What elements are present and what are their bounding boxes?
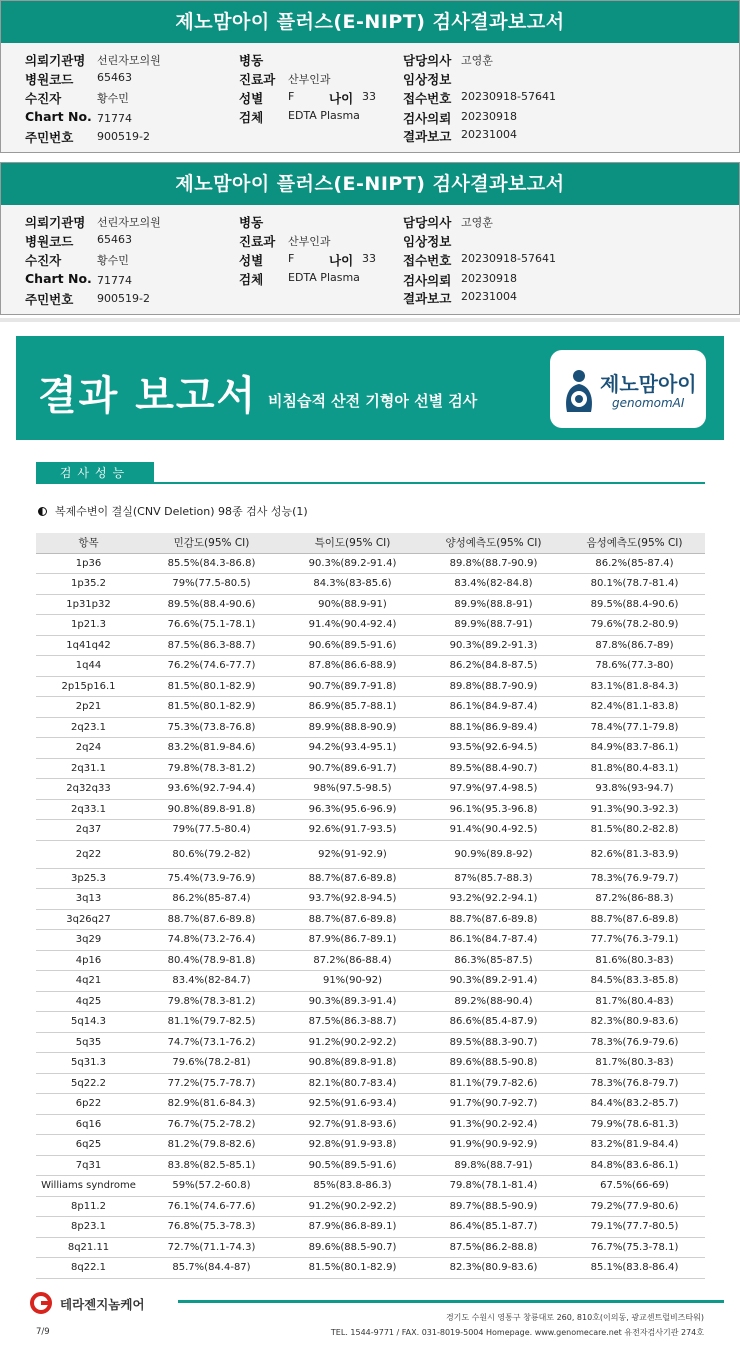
table-row (36, 1053, 705, 1074)
logo-text-kr: 제노맘아이 (600, 372, 697, 396)
hospital-label: 의뢰기관명 (25, 215, 86, 230)
sex-value: F (288, 90, 295, 103)
table-row (36, 1196, 705, 1217)
table-cell: 91%(90-92) (282, 971, 423, 992)
table-row (36, 1237, 705, 1258)
table-cell: 83.1%(81.8-84.3) (564, 676, 705, 697)
report-title: 제노맘아이 플러스(E-NIPT) 검사결과보고서 (1, 163, 739, 205)
receipt-label: 접수번호 (403, 91, 452, 106)
table-cell: 87.9%(86.7-89.1) (282, 930, 423, 951)
table-cell: 89.6%(88.5-90.7) (282, 1237, 423, 1258)
table-cell: 79%(77.5-80.4) (141, 820, 282, 841)
row-item-name: 8q21.11 (36, 1237, 141, 1258)
table-row (36, 1258, 705, 1279)
table-cell: 82.3%(80.9-83.6) (423, 1258, 564, 1279)
row-item-name: 3q29 (36, 930, 141, 951)
name-label: 수진자 (25, 91, 62, 106)
table-cell: 93.6%(92.7-94.4) (141, 779, 282, 800)
table-cell: 79.8%(78.3-81.2) (141, 758, 282, 779)
age-label: 나이 (329, 91, 354, 106)
table-cell: 89.9%(88.7-91) (423, 615, 564, 636)
table-cell: 74.7%(73.1-76.2) (141, 1032, 282, 1053)
table-cell: 87.8%(86.7-89) (564, 635, 705, 656)
table-cell: 67.5%(66-69) (564, 1176, 705, 1197)
row-item-name: 4p16 (36, 950, 141, 971)
table-cell: 86.3%(85-87.5) (423, 950, 564, 971)
row-item-name: 5q14.3 (36, 1012, 141, 1033)
table-cell: 90.3%(89.3-91.4) (282, 991, 423, 1012)
table-cell: 75.4%(73.9-76.9) (141, 868, 282, 889)
doctor-value: 고영훈 (461, 54, 493, 67)
logo-text-en: genomomAI (612, 396, 685, 410)
table-cell: 90.6%(89.5-91.6) (282, 635, 423, 656)
table-cell: 78.3%(76.9-79.7) (564, 868, 705, 889)
table-row (36, 1155, 705, 1176)
table-cell: 82.3%(80.9-83.6) (564, 1012, 705, 1033)
table-cell: 93.8%(93-94.7) (564, 779, 705, 800)
specimen-value: EDTA Plasma (288, 271, 360, 284)
table-cell: 77.2%(75.7-78.7) (141, 1073, 282, 1094)
table-row (36, 1114, 705, 1135)
table-cell: 84.3%(83-85.6) (282, 574, 423, 595)
table-row (36, 697, 705, 718)
clinical-label: 임상정보 (403, 72, 452, 87)
table-cell: 93.5%(92.6-94.5) (423, 738, 564, 759)
table-cell: 88.7%(87.6-89.8) (282, 868, 423, 889)
table-cell: 89.8%(88.7-91) (423, 1155, 564, 1176)
banner-subtitle: 비침습적 산전 기형아 선별 검사 (268, 392, 478, 410)
table-cell: 93.2%(92.2-94.1) (423, 889, 564, 910)
table-row (36, 758, 705, 779)
table-cell: 72.7%(71.1-74.3) (141, 1237, 282, 1258)
request-label: 검사의뢰 (403, 273, 452, 288)
row-item-name: 4q21 (36, 971, 141, 992)
table-cell: 91.9%(90.9-92.9) (423, 1135, 564, 1156)
row-item-name: 2q37 (36, 820, 141, 841)
table-row (36, 1073, 705, 1094)
id-label: 주민번호 (25, 292, 74, 307)
row-item-name: 3q26q27 (36, 909, 141, 930)
report-date-value: 20231004 (461, 128, 517, 141)
row-item-name: 1q41q42 (36, 635, 141, 656)
dept-label: 진료과 (239, 234, 276, 249)
row-item-name: 8q22.1 (36, 1258, 141, 1279)
dept-label: 진료과 (239, 72, 276, 87)
table-cell: 86.4%(85.1-87.7) (423, 1217, 564, 1238)
id-value: 900519-2 (97, 130, 150, 143)
table-cell: 87.9%(86.8-89.1) (282, 1217, 423, 1238)
table-cell: 85.5%(84.3-86.8) (141, 553, 282, 574)
table-row (36, 635, 705, 656)
table-cell: 84.5%(83.3-85.8) (564, 971, 705, 992)
name-label: 수진자 (25, 253, 62, 268)
table-cell: 86.2%(85-87.4) (564, 553, 705, 574)
hospital-value: 선린자모의원 (97, 54, 161, 67)
table-cell: 90%(88.9-91) (282, 594, 423, 615)
row-item-name: 2p21 (36, 697, 141, 718)
table-cell: 97.9%(97.4-98.5) (423, 779, 564, 800)
table-cell: 59%(57.2-60.8) (141, 1176, 282, 1197)
row-item-name: 2q23.1 (36, 717, 141, 738)
row-item-name: 1q44 (36, 656, 141, 677)
table-cell: 80.4%(78.9-81.8) (141, 950, 282, 971)
column-header: 음성예측도(95% CI) (564, 533, 705, 553)
sex-label: 성별 (239, 91, 264, 106)
table-row (36, 1135, 705, 1156)
table-cell: 81.5%(80.2-82.8) (564, 820, 705, 841)
patient-info (1, 205, 739, 315)
table-cell: 84.9%(83.7-86.1) (564, 738, 705, 759)
request-label: 검사의뢰 (403, 111, 452, 126)
table-row (36, 676, 705, 697)
mother-baby-icon (562, 368, 596, 414)
table-cell: 85.7%(84.4-87) (141, 1258, 282, 1279)
table-cell: 94.2%(93.4-95.1) (282, 738, 423, 759)
code-value: 65463 (97, 71, 132, 84)
id-label: 주민번호 (25, 130, 74, 145)
company-logo-icon (30, 1292, 54, 1314)
footer-rule (178, 1300, 724, 1303)
table-cell: 90.7%(89.6-91.7) (282, 758, 423, 779)
table-cell: 86.1%(84.7-87.4) (423, 930, 564, 951)
age-label: 나이 (329, 253, 354, 268)
row-item-name: 3p25.3 (36, 868, 141, 889)
table-cell: 85.1%(83.8-86.4) (564, 1258, 705, 1279)
brand-logo (550, 350, 706, 428)
ward-label: 병동 (239, 215, 264, 230)
row-item-name: 2q22 (36, 840, 141, 868)
table-cell: 81.7%(80.3-83) (564, 1053, 705, 1074)
table-cell: 89.8%(88.7-90.9) (423, 553, 564, 574)
column-header: 항목 (36, 533, 141, 553)
table-cell: 75.3%(73.8-76.8) (141, 717, 282, 738)
table-row (36, 1176, 705, 1197)
table-cell: 86.6%(85.4-87.9) (423, 1012, 564, 1033)
table-row (36, 889, 705, 910)
table-cell: 86.2%(84.8-87.5) (423, 656, 564, 677)
table-row (36, 799, 705, 820)
table-cell: 76.7%(75.3-78.1) (564, 1237, 705, 1258)
receipt-label: 접수번호 (403, 253, 452, 268)
row-item-name: 1p31p32 (36, 594, 141, 615)
table-cell: 89.5%(88.4-90.6) (141, 594, 282, 615)
table-cell: 79.2%(77.9-80.6) (564, 1196, 705, 1217)
table-cell: 92.6%(91.7-93.5) (282, 820, 423, 841)
table-row (36, 930, 705, 951)
table-cell: 81.5%(80.1-82.9) (282, 1258, 423, 1279)
chart-value: 71774 (97, 112, 132, 125)
table-cell: 87.2%(86-88.4) (282, 950, 423, 971)
sex-label: 성별 (239, 253, 264, 268)
table-cell: 79.1%(77.7-80.5) (564, 1217, 705, 1238)
table-cell: 76.6%(75.1-78.1) (141, 615, 282, 636)
specimen-value: EDTA Plasma (288, 109, 360, 122)
table-cell: 81.1%(79.7-82.6) (423, 1073, 564, 1094)
table-cell: 82.4%(81.1-83.8) (564, 697, 705, 718)
performance-table (36, 533, 705, 1279)
table-cell: 89.6%(88.5-90.8) (423, 1053, 564, 1074)
row-item-name: 7q31 (36, 1155, 141, 1176)
table-cell: 91.2%(90.2-92.2) (282, 1196, 423, 1217)
row-item-name: 6p22 (36, 1094, 141, 1115)
table-cell: 83.2%(81.9-84.6) (141, 738, 282, 759)
table-cell: 93.7%(92.8-94.5) (282, 889, 423, 910)
report-date-label: 결과보고 (403, 129, 452, 144)
table-cell: 91.4%(90.4-92.4) (282, 615, 423, 636)
page-divider (0, 318, 740, 322)
result-banner (16, 336, 724, 440)
chart-label: Chart No. (25, 271, 92, 286)
table-cell: 82.1%(80.7-83.4) (282, 1073, 423, 1094)
table-row (36, 1032, 705, 1053)
table-cell: 79.9%(78.6-81.3) (564, 1114, 705, 1135)
table-cell: 81.2%(79.8-82.6) (141, 1135, 282, 1156)
table-cell: 81.6%(80.3-83) (564, 950, 705, 971)
table-cell: 89.2%(88-90.4) (423, 991, 564, 1012)
table-cell: 96.3%(95.6-96.9) (282, 799, 423, 820)
table-cell: 90.3%(89.2-91.3) (423, 635, 564, 656)
table-cell: 91.4%(90.4-92.5) (423, 820, 564, 841)
code-label: 병원코드 (25, 72, 74, 87)
table-row (36, 909, 705, 930)
table-row (36, 1217, 705, 1238)
table-cell: 90.3%(89.2-91.4) (423, 971, 564, 992)
company-name: 테라젠지놈케어 (60, 1297, 145, 1312)
table-cell: 92%(91-92.9) (282, 840, 423, 868)
doctor-label: 담당의사 (403, 215, 452, 230)
table-cell: 83.8%(82.5-85.1) (141, 1155, 282, 1176)
row-item-name: 8p11.2 (36, 1196, 141, 1217)
table-cell: 81.7%(80.4-83) (564, 991, 705, 1012)
row-item-name: 1p21.3 (36, 615, 141, 636)
row-item-name: Williams syndrome (36, 1176, 141, 1197)
table-cell: 87.2%(86-88.3) (564, 889, 705, 910)
table-cell: 87.5%(86.3-88.7) (282, 1012, 423, 1033)
table-cell: 76.1%(74.6-77.6) (141, 1196, 282, 1217)
table-cell: 81.5%(80.1-82.9) (141, 697, 282, 718)
table-cell: 89.5%(88.3-90.7) (423, 1032, 564, 1053)
table-cell: 84.8%(83.6-86.1) (564, 1155, 705, 1176)
table-cell: 82.6%(81.3-83.9) (564, 840, 705, 868)
table-cell: 96.1%(95.3-96.8) (423, 799, 564, 820)
receipt-value: 20230918-57641 (461, 90, 556, 103)
table-cell: 91.3%(90.2-92.4) (423, 1114, 564, 1135)
row-item-name: 5q22.2 (36, 1073, 141, 1094)
request-value: 20230918 (461, 272, 517, 285)
patient-info (1, 43, 739, 153)
table-cell: 82.9%(81.6-84.3) (141, 1094, 282, 1115)
table-cell: 92.8%(91.9-93.8) (282, 1135, 423, 1156)
table-cell: 91.2%(90.2-92.2) (282, 1032, 423, 1053)
age-value: 33 (362, 252, 376, 265)
subheading-text: 복제수변이 결실(CNV Deletion) 98종 검사 성능(1) (55, 505, 308, 518)
table-cell: 88.7%(87.6-89.8) (141, 909, 282, 930)
doctor-label: 담당의사 (403, 53, 452, 68)
table-row (36, 717, 705, 738)
table-cell: 89.8%(88.7-90.9) (423, 676, 564, 697)
table-row (36, 574, 705, 595)
table-header-row (36, 533, 705, 553)
table-cell: 79.6%(78.2-80.9) (564, 615, 705, 636)
specimen-label: 검체 (239, 272, 264, 287)
table-subheading (38, 503, 308, 519)
table-cell: 88.7%(87.6-89.8) (564, 909, 705, 930)
table-cell: 91.7%(90.7-92.7) (423, 1094, 564, 1115)
table-cell: 77.7%(76.3-79.1) (564, 930, 705, 951)
table-cell: 76.7%(75.2-78.2) (141, 1114, 282, 1135)
company-address: 경기도 수원시 영통구 창룡대로 260, 810호(이의동, 광교센트럴비즈타워) (445, 1313, 704, 1322)
table-cell: 80.1%(78.7-81.4) (564, 574, 705, 595)
table-cell: 90.5%(89.5-91.6) (282, 1155, 423, 1176)
table-row (36, 1094, 705, 1115)
table-row (36, 738, 705, 759)
table-cell: 90.9%(89.8-92) (423, 840, 564, 868)
table-cell: 92.5%(91.6-93.4) (282, 1094, 423, 1115)
ward-label: 병동 (239, 53, 264, 68)
table-row (36, 820, 705, 841)
age-value: 33 (362, 90, 376, 103)
table-row (36, 553, 705, 574)
column-header: 특이도(95% CI) (282, 533, 423, 553)
half-circle-icon (38, 507, 47, 516)
table-cell: 87.5%(86.2-88.8) (423, 1237, 564, 1258)
chart-label: Chart No. (25, 109, 92, 124)
report-date-label: 결과보고 (403, 291, 452, 306)
table-cell: 89.9%(88.8-91) (423, 594, 564, 615)
clinical-label: 임상정보 (403, 234, 452, 249)
table-cell: 88.7%(87.6-89.8) (282, 909, 423, 930)
dept-value: 산부인과 (288, 235, 331, 248)
table-row (36, 971, 705, 992)
row-item-name: 6q16 (36, 1114, 141, 1135)
table-cell: 85%(83.8-86.3) (282, 1176, 423, 1197)
table-row (36, 656, 705, 677)
table-row (36, 615, 705, 636)
table-row (36, 991, 705, 1012)
name-value: 황수민 (97, 92, 129, 105)
doctor-value: 고영훈 (461, 216, 493, 229)
table-cell: 91.3%(90.3-92.3) (564, 799, 705, 820)
table-cell: 83.2%(81.9-84.4) (564, 1135, 705, 1156)
specimen-label: 검체 (239, 110, 264, 125)
table-cell: 78.6%(77.3-80) (564, 656, 705, 677)
row-item-name: 2q32q33 (36, 779, 141, 800)
row-item-name: 5q31.3 (36, 1053, 141, 1074)
report-header-1 (0, 0, 740, 153)
id-value: 900519-2 (97, 292, 150, 305)
table-cell: 90.7%(89.7-91.8) (282, 676, 423, 697)
table-cell: 79.6%(78.2-81) (141, 1053, 282, 1074)
hospital-label: 의뢰기관명 (25, 53, 86, 68)
table-row (36, 950, 705, 971)
table-cell: 81.1%(79.7-82.5) (141, 1012, 282, 1033)
table-cell: 98%(97.5-98.5) (282, 779, 423, 800)
code-value: 65463 (97, 233, 132, 246)
row-item-name: 1p35.2 (36, 574, 141, 595)
table-cell: 90.8%(89.8-91.8) (141, 799, 282, 820)
name-value: 황수민 (97, 254, 129, 267)
table-cell: 81.5%(80.1-82.9) (141, 676, 282, 697)
table-cell: 88.1%(86.9-89.4) (423, 717, 564, 738)
table-cell: 79%(77.5-80.5) (141, 574, 282, 595)
chart-value: 71774 (97, 274, 132, 287)
table-cell: 79.8%(78.3-81.2) (141, 991, 282, 1012)
table-cell: 80.6%(79.2-82) (141, 840, 282, 868)
table-cell: 86.9%(85.7-88.1) (282, 697, 423, 718)
company-contact: TEL. 1544-9771 / FAX. 031-8019-5004 Homepage. www.genomecare.net 유전자검사기관 274호 (330, 1328, 704, 1337)
table-cell: 78.3%(76.9-79.6) (564, 1032, 705, 1053)
column-header: 양성예측도(95% CI) (423, 533, 564, 553)
row-item-name: 3q13 (36, 889, 141, 910)
table-row (36, 1012, 705, 1033)
report-date-value: 20231004 (461, 290, 517, 303)
table-cell: 76.2%(74.6-77.7) (141, 656, 282, 677)
table-cell: 81.8%(80.4-83.1) (564, 758, 705, 779)
table-cell: 90.3%(89.2-91.4) (282, 553, 423, 574)
section-underline (36, 482, 705, 484)
table-cell: 83.4%(82-84.7) (141, 971, 282, 992)
code-label: 병원코드 (25, 234, 74, 249)
table-cell: 87%(85.7-88.3) (423, 868, 564, 889)
row-item-name: 2q24 (36, 738, 141, 759)
request-value: 20230918 (461, 110, 517, 123)
table-row (36, 840, 705, 868)
column-header: 민감도(95% CI) (141, 533, 282, 553)
table-cell: 92.7%(91.8-93.6) (282, 1114, 423, 1135)
dept-value: 산부인과 (288, 73, 331, 86)
table-cell: 89.7%(88.5-90.9) (423, 1196, 564, 1217)
table-cell: 90.8%(89.8-91.8) (282, 1053, 423, 1074)
row-item-name: 4q25 (36, 991, 141, 1012)
report-title: 제노맘아이 플러스(E-NIPT) 검사결과보고서 (1, 1, 739, 43)
row-item-name: 2q33.1 (36, 799, 141, 820)
table-cell: 79.8%(78.1-81.4) (423, 1176, 564, 1197)
table-cell: 88.7%(87.6-89.8) (423, 909, 564, 930)
table-row (36, 779, 705, 800)
hospital-value: 선린자모의원 (97, 216, 161, 229)
table-cell: 84.4%(83.2-85.7) (564, 1094, 705, 1115)
table-cell: 78.4%(77.1-79.8) (564, 717, 705, 738)
row-item-name: 8p23.1 (36, 1217, 141, 1238)
table-cell: 87.8%(86.6-88.9) (282, 656, 423, 677)
table-cell: 78.3%(76.8-79.7) (564, 1073, 705, 1094)
page-number: 7/9 (36, 1327, 50, 1337)
table-cell: 87.5%(86.3-88.7) (141, 635, 282, 656)
table-cell: 83.4%(82-84.8) (423, 574, 564, 595)
row-item-name: 1p36 (36, 553, 141, 574)
row-item-name: 5q35 (36, 1032, 141, 1053)
row-item-name: 6q25 (36, 1135, 141, 1156)
receipt-value: 20230918-57641 (461, 252, 556, 265)
table-cell: 86.2%(85-87.4) (141, 889, 282, 910)
sex-value: F (288, 252, 295, 265)
table-cell: 74.8%(73.2-76.4) (141, 930, 282, 951)
row-item-name: 2p15p16.1 (36, 676, 141, 697)
table-cell: 89.9%(88.8-90.9) (282, 717, 423, 738)
table-cell: 89.5%(88.4-90.7) (423, 758, 564, 779)
table-row (36, 594, 705, 615)
table-cell: 76.8%(75.3-78.3) (141, 1217, 282, 1238)
row-item-name: 2q31.1 (36, 758, 141, 779)
table-body (36, 553, 705, 1278)
banner-title: 결과 보고서 (38, 373, 258, 419)
table-cell: 89.5%(88.4-90.6) (564, 594, 705, 615)
table-cell: 86.1%(84.9-87.4) (423, 697, 564, 718)
report-header-2 (0, 162, 740, 315)
section-tab-performance: 검사성능 (36, 462, 154, 484)
table-row (36, 868, 705, 889)
